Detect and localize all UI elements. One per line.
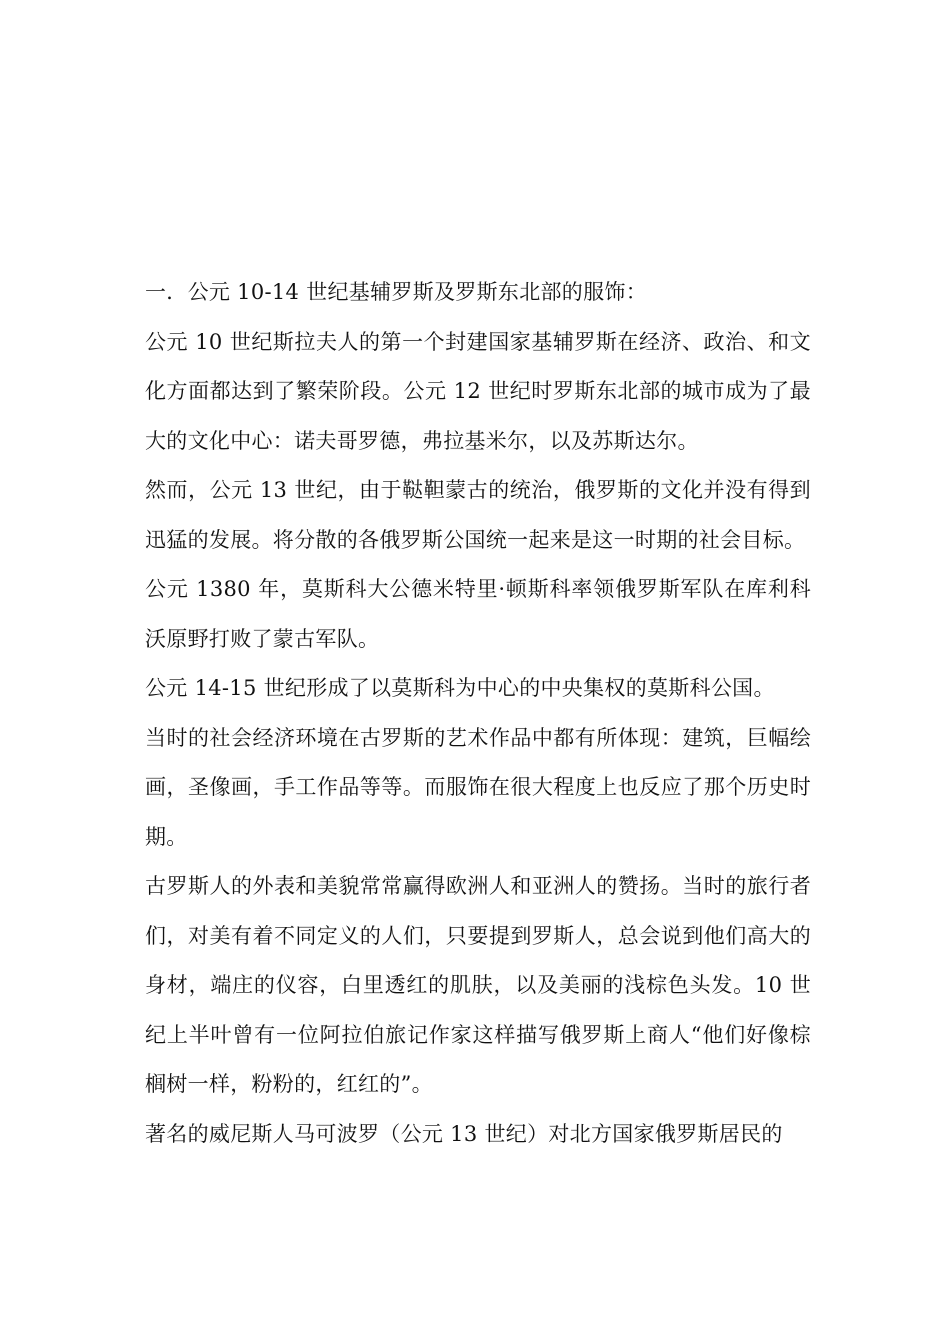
section-heading: 一．公元 10-14 世纪基辅罗斯及罗斯东北部的服饰： <box>145 280 647 304</box>
paragraph-7: 著名的威尼斯人马可波罗（公元 13 世纪）对北方国家俄罗斯居民的 <box>145 1121 783 1146</box>
paragraph-4: 公元 14-15 世纪形成了以莫斯科为中心的中央集权的莫斯科公国。 <box>145 676 775 700</box>
paragraph-2: 然而，公元 13 世纪，由于鞑靼蒙古的统治，俄罗斯的文化并没有得到迅猛的发展。将分散的各俄罗斯公国统一起来是这一时期的社会目标。 <box>145 478 811 552</box>
paragraph-1: 公元 10 世纪斯拉夫人的第一个封建国家基辅罗斯在经济、政治、和文化方面都达到了繁荣阶段。公元 12 世纪时罗斯东北部的城市成为了最大的文化中心：诺夫哥罗德，弗拉基米尔，以及苏斯达尔。 <box>145 329 811 453</box>
paragraph-3: 公元 1380 年，莫斯科大公德米特里·顿斯科率领俄罗斯军队在库利科沃原野打败了蒙古军队。 <box>145 577 811 651</box>
paragraph-6: 古罗斯人的外表和美貌常常赢得欧洲人和亚洲人的赞扬。当时的旅行者们，对美有着不同定义的人们，只要提到罗斯人，总会说到他们高大的身材，端庄的仪容，白里透红的肌肤，以及美丽的浅棕色头发。10 世纪上半叶曾有一位阿拉伯旅记作家这样描写俄罗斯上商人“他们好像棕榈树一样，粉粉的，红红的”。 <box>145 874 811 1096</box>
document-body <box>145 268 811 1159</box>
paragraph-5: 当时的社会经济环境在古罗斯的艺术作品中都有所体现：建筑，巨幅绘画，圣像画，手工作品等等。而服饰在很大程度上也反应了那个历史时期。 <box>145 725 811 849</box>
